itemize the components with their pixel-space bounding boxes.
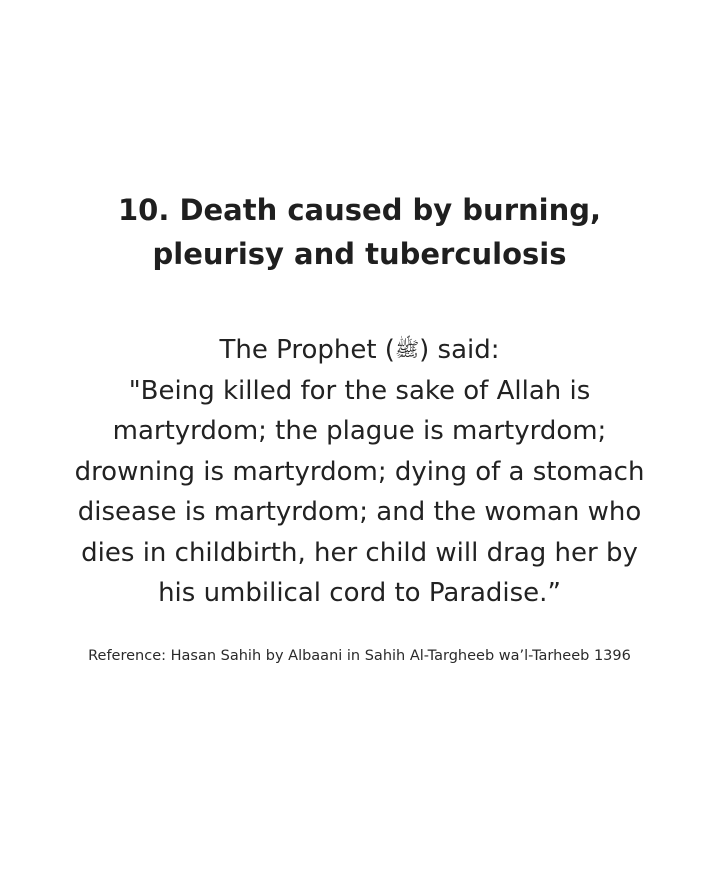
- page-title: [0, 188, 719, 276]
- hadith-intro-before: The Prophet (: [219, 335, 395, 365]
- hadith-line: disease is martyrdom; and the woman who: [77, 497, 642, 527]
- title-line-2: pleurisy and tuberculosis: [152, 237, 567, 271]
- salawat-honorific-glyph: ﷺ: [394, 337, 420, 361]
- hadith-quote: [0, 329, 719, 614]
- hadith-line: "Being killed for the sake of Allah is: [128, 375, 591, 406]
- hadith-intro: [0, 329, 719, 371]
- title-line-1: 10. Death caused by burning,: [117, 193, 602, 227]
- reference-citation: Reference: Hasan Sahih by Albaani in Sahih Al-Targheeb wa’l-Tarheeb 1396: [88, 648, 631, 664]
- hadith-intro-after: ) said:: [419, 335, 500, 365]
- hadith-line: drowning is martyrdom; dying of a stomach: [74, 456, 645, 487]
- hadith-line: his umbilical cord to Paradise.”: [158, 578, 561, 608]
- hadith-line: dies in childbirth, her child will drag her by: [81, 537, 638, 568]
- hadith-line: martyrdom; the plague is martyrdom;: [112, 416, 607, 446]
